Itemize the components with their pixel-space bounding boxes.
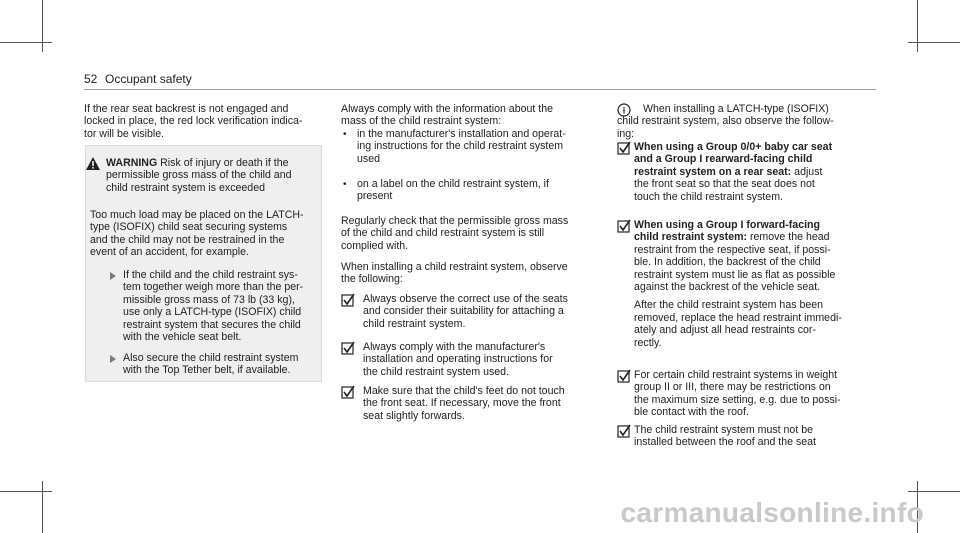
checkbox-icon	[617, 141, 631, 155]
warning-step-2: Also secure the child restraint system with the Top Tether belt, if available.	[123, 352, 299, 377]
crop-mark	[0, 491, 52, 492]
checkbox-icon	[341, 293, 355, 307]
watermark: carmanualsonline.info	[620, 497, 924, 528]
col3-check-1: When using a Group 0/0+ baby car seat and a Group I rearward-facing child restraint system on a rear seat: adjust the front seat so that the seat does not touch the child restraint system.	[634, 141, 833, 203]
col2-intro: Always comply with the information about the mass of the child restraint system:	[341, 103, 553, 128]
crop-mark	[908, 491, 960, 492]
checkbox-icon	[617, 219, 631, 233]
step-arrow-icon	[110, 355, 116, 363]
checkbox-icon	[341, 385, 355, 399]
col1-intro: If the rear seat backrest is not engaged and locked in place, the red lock verification indica- tor will be visible.	[84, 103, 303, 140]
col2-paragraph-2: When installing a child restraint system, observe the following:	[341, 261, 568, 286]
crop-mark	[917, 0, 918, 52]
col2-check-3: Make sure that the child's feet do not touch the front seat. If necessary, move the front seat slightly forwards.	[363, 385, 565, 422]
svg-text:i: i	[622, 105, 626, 116]
crop-mark	[0, 42, 52, 43]
header-divider	[84, 89, 876, 90]
col2-check-2: Always comply with the manufacturer's installation and operating instructions for the child restraint system used.	[363, 341, 553, 378]
checkbox-icon	[617, 424, 631, 438]
col2-bullet-2: on a label on the child restraint system, if present	[357, 178, 549, 203]
col2-bullet-1: in the manufacturer's installation and operat- ing instructions for the child restraint system used	[357, 128, 566, 165]
crop-mark	[42, 0, 43, 52]
step-arrow-icon	[110, 272, 116, 280]
checkbox-icon	[617, 369, 631, 383]
col3-info: When installing a LATCH-type (ISOFIX) child restraint system, also observe the follow- ing:	[617, 103, 834, 140]
checkbox-icon	[341, 341, 355, 355]
col3-check-3: For certain child restraint systems in weight group II or III, there may be restrictions on the maximum size setting, e.g. due to possi- ble contact with the roof.	[634, 369, 841, 419]
crop-mark	[908, 42, 960, 43]
crop-mark	[42, 481, 43, 533]
col2-check-1: Always observe the correct use of the seats and consider their suitability for attaching a child restraint system.	[363, 293, 568, 330]
warning-label: WARNING	[106, 157, 158, 169]
col3-check-4: The child restraint system must not be installed between the roof and the seat	[634, 424, 816, 449]
col2-paragraph-1: Regularly check that the permissible gross mass of the child and child restraint system is still complied with.	[341, 215, 569, 252]
bullet-dot: •	[343, 179, 347, 190]
col3-check-2: When using a Group I forward-facing child restraint system: remove the head restraint from the respective seat, if possi- ble. In addition, the backrest of the child restraint system must lie as flat as possible against the backrest of the vehicle seat. After the child restraint system has been removed, replace the head restraint immedi- ately and adjust all head restraints cor- rectly.	[634, 219, 842, 349]
warning-body: Too much load may be placed on the LATCH- type (ISOFIX) child seat securing systems and the child may not be restrained in the event of an accident, for example.	[90, 209, 304, 259]
warning-step-1: If the child and the child restraint sys- tem together weigh more than the per- missible gross mass of 73 lb (33 kg), use only a LATCH-type (ISOFIX) child restraint system that secures the child with the vehicle seat belt.	[123, 269, 304, 344]
bullet-dot: •	[343, 129, 347, 140]
warning-triangle-icon	[86, 157, 100, 170]
page-section-title: Occupant safety	[105, 72, 192, 86]
warning-heading: WARNING Risk of injury or death if the permissible gross mass of the child and child restraint system is exceeded	[106, 157, 292, 194]
page-number: 52	[84, 72, 98, 86]
